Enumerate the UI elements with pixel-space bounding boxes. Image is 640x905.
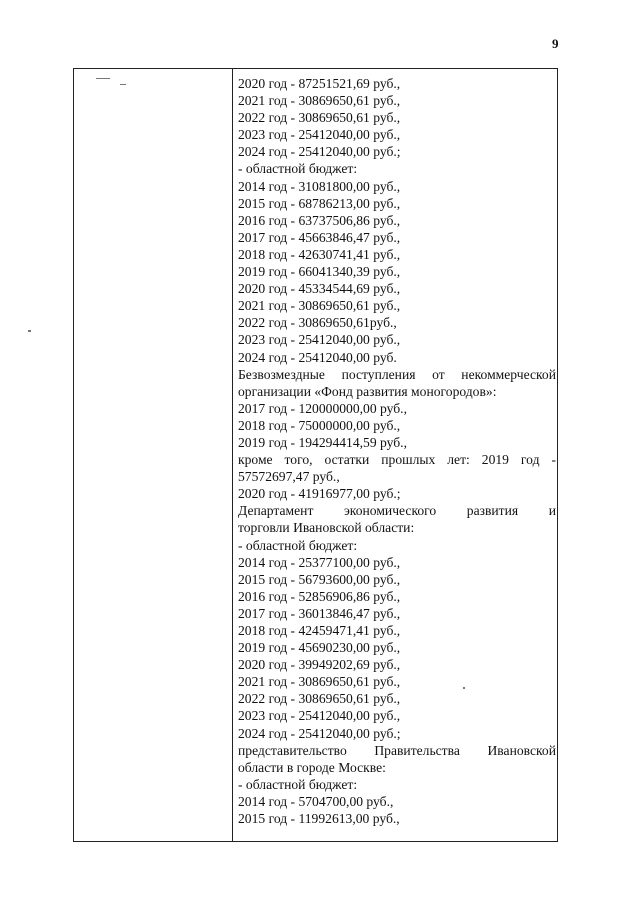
- text-line: представительство Правительства Ивановской: [238, 742, 556, 758]
- text-line: 2017 год - 36013846,47 руб.,: [238, 605, 401, 621]
- scan-speck: [120, 84, 126, 85]
- text-line: Безвозмездные поступления от некоммерческой: [238, 366, 556, 382]
- text-line: 2020 год - 39949202,69 руб.,: [238, 657, 401, 673]
- text-line: Департамент экономического развития и: [238, 503, 556, 519]
- text-line: 2014 год - 5704700,00 руб.,: [238, 793, 394, 809]
- text-line: 2023 год - 25412040,00 руб.,: [238, 332, 401, 348]
- document-table: [73, 68, 558, 842]
- text-line: 2016 год - 63737506,86 руб.,: [238, 212, 401, 228]
- text-line: 2015 год - 68786213,00 руб.,: [238, 195, 401, 211]
- text-line: 2023 год - 25412040,00 руб.,: [238, 127, 401, 143]
- text-line: 2020 год - 45334544,69 руб.,: [238, 281, 401, 297]
- text-line: торговли Ивановской области:: [238, 520, 415, 536]
- funding-text-cell: [238, 75, 556, 827]
- text-line: 2017 год - 45663846,47 руб.,: [238, 229, 401, 245]
- text-line: 2016 год - 52856906,86 руб.,: [238, 588, 401, 604]
- text-line: 2015 год - 11992613,00 руб.,: [238, 811, 400, 827]
- text-line: - областной бюджет:: [238, 161, 358, 177]
- text-line: - областной бюджет:: [238, 776, 358, 792]
- text-line: 2019 год - 66041340,39 руб.,: [238, 264, 401, 280]
- text-line: кроме того, остатки прошлых лет: 2019 год -: [238, 452, 556, 468]
- text-line: - областной бюджет:: [238, 537, 358, 553]
- text-line: 2022 год - 30869650,61 руб.,: [238, 110, 401, 126]
- text-line: 2024 год - 25412040,00 руб.;: [238, 144, 401, 160]
- text-line: 2015 год - 56793600,00 руб.,: [238, 571, 401, 587]
- page-number: 9: [552, 36, 559, 51]
- text-line: 2022 год - 30869650,61 руб.,: [238, 691, 401, 707]
- text-line: 2022 год - 30869650,61руб.,: [238, 315, 397, 331]
- text-line: 57572697,47 руб.,: [238, 469, 340, 485]
- text-line: 2018 год - 42459471,41 руб.,: [238, 623, 401, 638]
- scan-speck: [96, 78, 110, 79]
- text-line: области в городе Москве:: [238, 759, 386, 775]
- text-line: 2014 год - 25377100,00 руб.,: [238, 554, 401, 570]
- text-line: 2017 год - 120000000,00 руб.,: [238, 400, 407, 416]
- text-line: 2021 год - 30869650,61 руб.,: [238, 93, 401, 109]
- text-line: 2024 год - 25412040,00 руб.;: [238, 725, 401, 741]
- scan-speck: [463, 687, 465, 689]
- text-line: 2021 год - 30869650,61 руб.,: [238, 674, 401, 690]
- text-line: 2021 год - 30869650,61 руб.,: [238, 298, 401, 314]
- text-line: 2018 год - 75000000,00 руб.,: [238, 417, 401, 433]
- text-line: 2014 год - 31081800,00 руб.,: [238, 178, 401, 194]
- text-line: 2019 год - 45690230,00 руб.,: [238, 640, 401, 656]
- text-line: 2023 год - 25412040,00 руб.,: [238, 708, 401, 724]
- text-line: 2020 год - 87251521,69 руб.,: [238, 76, 401, 91]
- text-line: 2019 год - 194294414,59 руб.,: [238, 434, 407, 450]
- text-line: 2024 год - 25412040,00 руб.: [238, 349, 397, 365]
- column-divider: [232, 69, 233, 841]
- text-line: организации «Фонд развития моногородов»:: [238, 383, 497, 399]
- text-line: 2020 год - 41916977,00 руб.;: [238, 486, 401, 502]
- scan-speck: [28, 330, 31, 332]
- text-line: 2018 год - 42630741,41 руб.,: [238, 246, 401, 262]
